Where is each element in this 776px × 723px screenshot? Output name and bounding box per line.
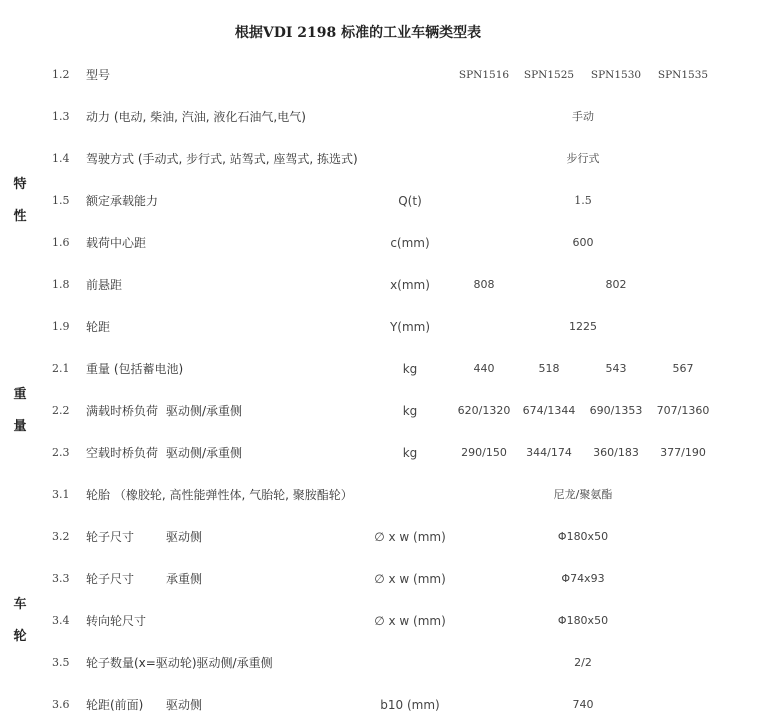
row-label: 转向轮尺寸	[86, 614, 147, 628]
row-number: 1.8	[52, 278, 70, 291]
cell-value: 尼龙/聚氨酯	[553, 488, 613, 501]
cell-value: 518	[538, 362, 560, 375]
cell-value: 2/2	[574, 656, 592, 669]
row-label: 轮距(前面)	[86, 698, 144, 712]
cell-value: 543	[605, 362, 627, 375]
row-number: 3.4	[52, 614, 70, 627]
category-char: 量	[13, 419, 27, 434]
row-sublabel: 承重侧	[166, 572, 203, 586]
row-unit: x(mm)	[390, 278, 430, 292]
row-unit: b10 (mm)	[380, 698, 440, 712]
row-unit: Y(mm)	[389, 320, 431, 334]
row-sublabel: 驱动侧	[166, 530, 203, 544]
row-label: 轮胎 （橡胶轮, 高性能弹性体, 气胎轮, 聚胺酯轮）	[86, 488, 353, 502]
row-number: 3.5	[52, 656, 70, 669]
cell-value: SPN1525	[523, 69, 575, 81]
cell-value: 690/1353	[589, 404, 643, 417]
row-number: 3.1	[52, 488, 70, 501]
cell-value: Φ180x50	[557, 530, 609, 543]
row-unit: ∅ x w (mm)	[374, 530, 446, 544]
table-row	[0, 359, 776, 379]
row-label: 轮距	[86, 320, 111, 334]
cell-value: Φ74x93	[561, 572, 605, 585]
row-label: 动力 (电动, 柴油, 汽油, 液化石油气,电气)	[86, 110, 306, 124]
cell-value: 手动	[572, 110, 594, 123]
table-row	[0, 191, 776, 211]
cell-value: SPN1516	[458, 69, 510, 81]
cell-value: 344/174	[526, 446, 572, 459]
table-row	[0, 611, 776, 631]
row-sublabel: 驱动侧/承重侧	[166, 404, 243, 418]
row-number: 1.2	[52, 68, 70, 81]
row-number: 1.6	[52, 236, 70, 249]
row-label: 满载时桥负荷	[86, 404, 159, 418]
table-row	[0, 317, 776, 337]
row-label: 重量 (包括蓄电池)	[86, 362, 184, 376]
row-number: 2.3	[52, 446, 70, 459]
row-number: 1.5	[52, 194, 70, 207]
cell-value: 1225	[569, 320, 597, 333]
table-row	[0, 485, 776, 505]
cell-value: 802	[605, 278, 627, 291]
row-number: 1.3	[52, 110, 70, 123]
table-row	[0, 527, 776, 547]
category-char: 性	[13, 209, 27, 224]
cell-value: 620/1320	[457, 404, 511, 417]
row-label: 载荷中心距	[86, 236, 147, 250]
row-label: 轮子尺寸	[86, 572, 135, 586]
row-number: 3.3	[52, 572, 70, 585]
row-label: 驾驶方式 (手动式, 步行式, 站驾式, 座驾式, 拣选式)	[86, 152, 358, 166]
category-char: 重	[13, 387, 27, 402]
row-number: 1.9	[52, 320, 70, 333]
category-char: 轮	[13, 629, 27, 644]
row-number: 3.6	[52, 698, 70, 711]
cell-value: SPN1530	[590, 69, 642, 81]
row-number: 3.2	[52, 530, 70, 543]
row-label: 前悬距	[86, 278, 123, 292]
cell-value: 740	[572, 698, 594, 711]
table-row	[0, 695, 776, 715]
row-sublabel: 驱动侧	[166, 698, 203, 712]
cell-value: 290/150	[461, 446, 507, 459]
category-char: 车	[13, 597, 27, 612]
cell-value: 600	[572, 236, 594, 249]
page-title: 根据VDI 2198 标准的工业车辆类型表	[234, 25, 482, 41]
row-unit: c(mm)	[390, 236, 430, 250]
table-row	[0, 653, 776, 673]
row-sublabel: 驱动侧/承重侧	[166, 446, 243, 460]
cell-value: 440	[473, 362, 495, 375]
table-row	[0, 275, 776, 295]
row-unit: kg	[402, 446, 418, 460]
cell-value: 步行式	[566, 152, 600, 165]
row-label: 额定承载能力	[86, 194, 159, 208]
row-unit: kg	[402, 362, 418, 376]
row-label: 轮子尺寸	[86, 530, 135, 544]
cell-value: 377/190	[660, 446, 706, 459]
row-number: 2.1	[52, 362, 70, 375]
row-label: 轮子数量(x=驱动轮)驱动侧/承重侧	[86, 656, 273, 670]
row-label: 型号	[86, 68, 111, 82]
row-label: 空载时桥负荷	[86, 446, 159, 460]
table-row	[0, 149, 776, 169]
cell-value: 808	[473, 278, 495, 291]
row-unit: kg	[402, 404, 418, 418]
table-row	[0, 233, 776, 253]
cell-value: 567	[672, 362, 694, 375]
category-char: 特	[13, 177, 27, 192]
cell-value: 1.5	[574, 194, 592, 207]
cell-value: SPN1535	[657, 69, 709, 81]
row-number: 2.2	[52, 404, 70, 417]
cell-value: 674/1344	[522, 404, 576, 417]
table-row	[0, 107, 776, 127]
row-unit: ∅ x w (mm)	[374, 572, 446, 586]
table-row	[0, 401, 776, 421]
table-row	[0, 569, 776, 589]
cell-value: 707/1360	[656, 404, 710, 417]
row-number: 1.4	[52, 152, 70, 165]
cell-value: Φ180x50	[557, 614, 609, 627]
row-unit: Q(t)	[398, 194, 422, 208]
row-unit: ∅ x w (mm)	[374, 614, 446, 628]
cell-value: 360/183	[593, 446, 639, 459]
table-row	[0, 443, 776, 463]
table-row	[0, 65, 776, 85]
